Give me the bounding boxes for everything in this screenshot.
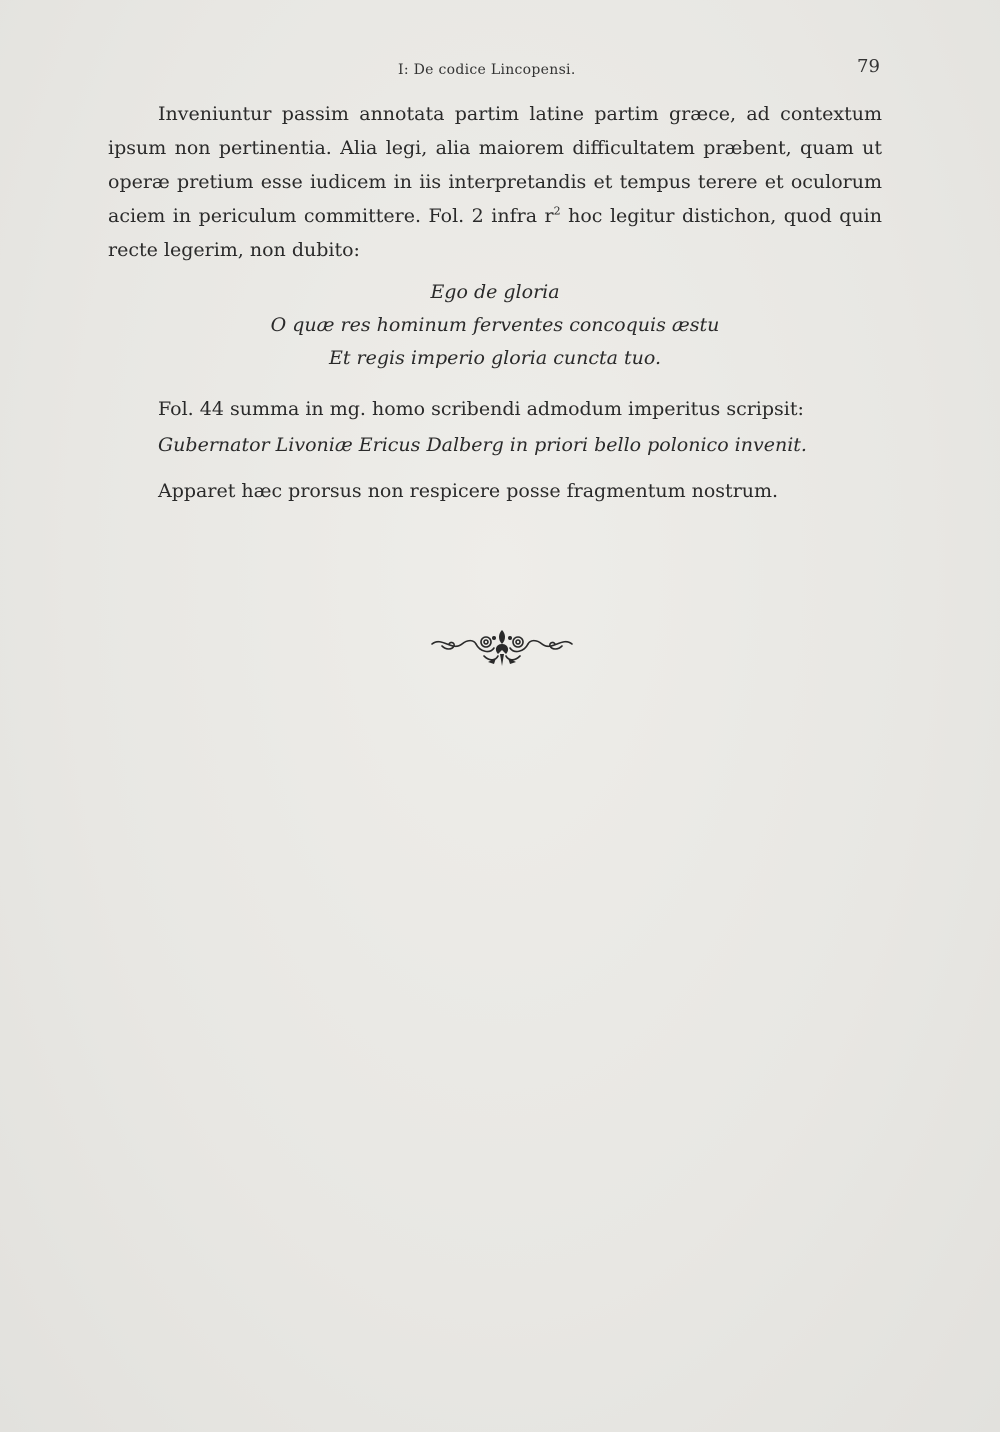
paragraph-1 [108,97,882,267]
superscript-two: 2 [553,204,561,218]
paragraph-2: Fol. 44 summa in mg. homo scribendi admodum imperitus scripsit: [158,398,804,420]
verse-line-2: Et regis imperio gloria cuncta tuo. [328,347,662,369]
running-head: I: De codice Lincopensi. [398,62,576,78]
paragraph-4: Apparet hæc prorsus non respicere posse fragmentum nostrum. [158,480,779,502]
paragraph-1-text-a: Inveniuntur passim annotata partim latine partim græce, ad contextum ipsum non pertinentia. Alia legi, alia maiorem difficultatem præbent, quam ut operæ pretium esse iudicem in iis interpretandis et tempus terere et oculorum aciem in periculum committere. Fol. 2 infra r [108,103,882,227]
verse-line-1: O quæ res hominum ferventes concoquis æstu [270,314,720,336]
verse-title: Ego de gloria [430,281,560,303]
page-number: 79 [857,56,880,77]
paragraph-3: Gubernator Livoniæ Ericus Dalberg in priori bello polonico invenit. [158,434,807,456]
paragraph-1-text-b: hoc legitur distichon, quod quin recte legerim, non dubito: [108,205,882,261]
printer-fleuron-ornament-icon [428,626,576,668]
